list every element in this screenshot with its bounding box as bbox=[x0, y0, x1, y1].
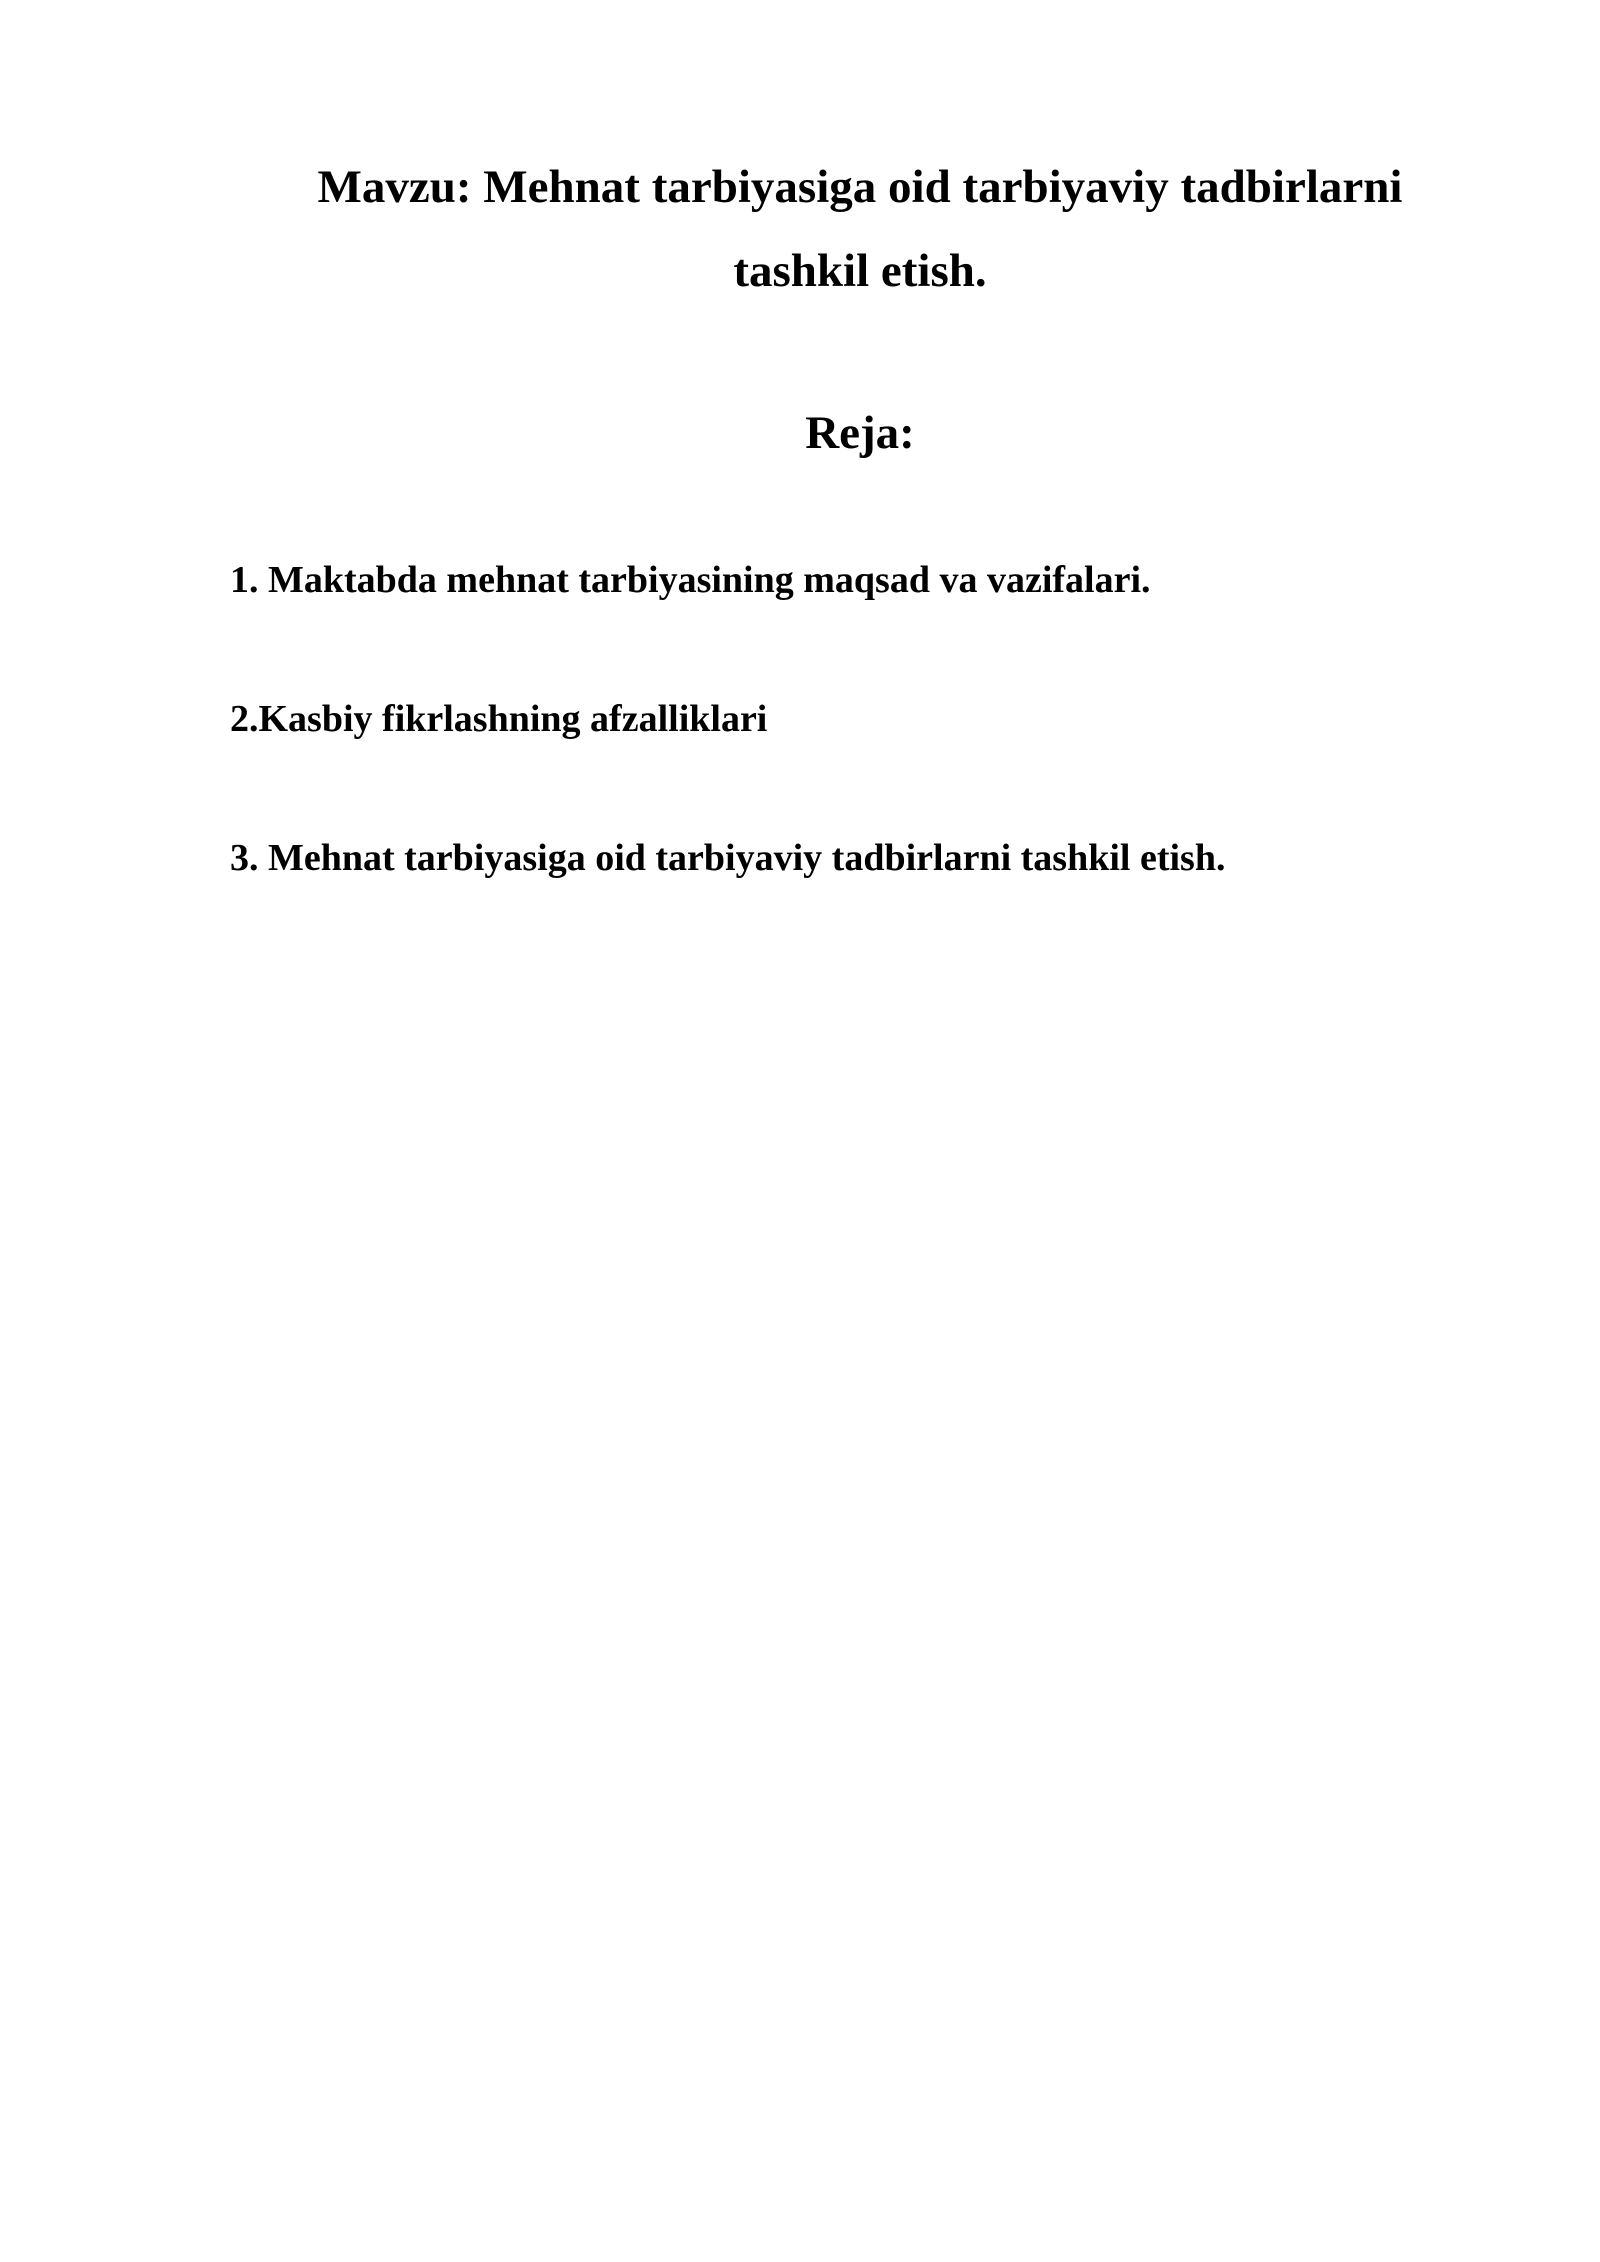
document-title bbox=[230, 145, 1490, 313]
plan-heading: Reja: bbox=[805, 407, 915, 459]
plan-item: 2.Kasbiy fikrlashning afzalliklari bbox=[230, 698, 768, 740]
plan-item: 3. Mehnat tarbiyasiga oid tarbiyaviy tadbirlarni tashkil etish. bbox=[230, 837, 1226, 879]
title-line-2: tashkil etish. bbox=[733, 245, 987, 297]
title-line-1: Mavzu: Mehnat tarbiyasiga oid tarbiyaviy tadbirlarni bbox=[317, 161, 1403, 213]
plan-list bbox=[230, 555, 1430, 972]
plan-item: 1. Maktabda mehnat tarbiyasining maqsad va vazifalari. bbox=[230, 559, 1151, 601]
